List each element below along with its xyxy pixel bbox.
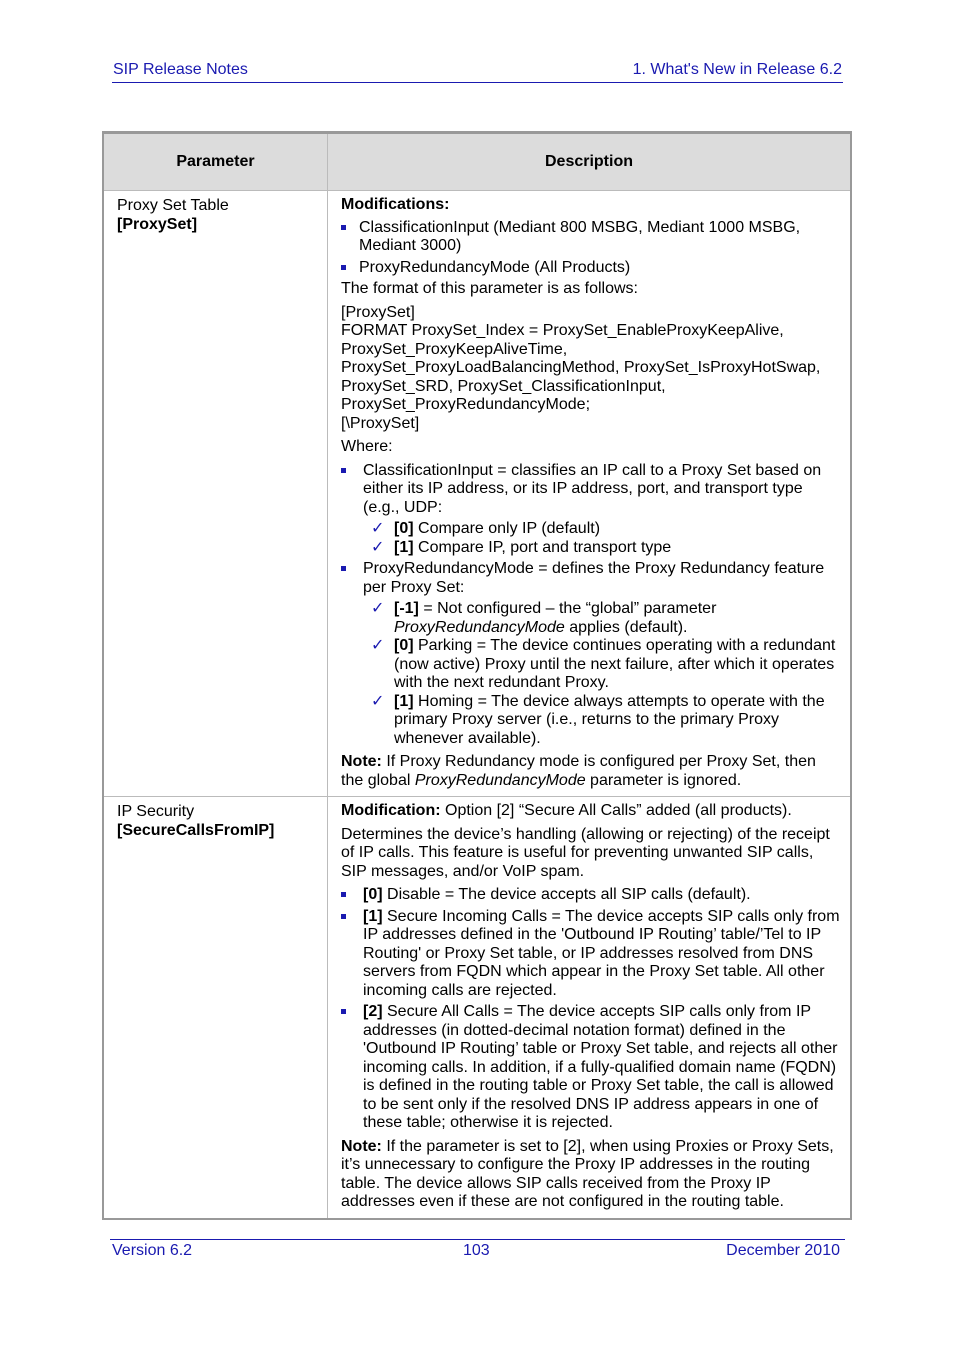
- note: Note: If the parameter is set to [2], when using Proxies or Proxy Sets, it’s unnecessary to configure the Proxy IP addresses in the routing table. The device allows SIP calls received from the Proxy IP addresses even if these are not configured in the routing table.: [341, 1137, 834, 1210]
- checklist: [371, 520, 842, 557]
- description-cell: [328, 797, 850, 1218]
- table-row-securecalls: [104, 796, 850, 1218]
- square-bullet-icon: [341, 1009, 346, 1014]
- parameters-table: [102, 131, 852, 1220]
- param-name: Proxy Set Table: [117, 197, 229, 214]
- checkmark-icon: ✓: [371, 538, 385, 556]
- note: Note: If Proxy Redundancy mode is configured per Proxy Set, then the global ProxyRedundancyMode parameter is ignored.: [341, 753, 816, 789]
- param-cell: [104, 797, 328, 1218]
- param-name: IP Security: [117, 803, 195, 820]
- list-item: ✓ [0] Parking = The device continues operating with a redundant (now active) Proxy until the next failure, after which it operates with the next redundant Proxy.: [371, 637, 836, 691]
- where-label: Where:: [341, 438, 393, 455]
- list-item: ClassificationInput (Mediant 800 MSBG, Mediant 1000 MSBG, Mediant 3000): [341, 219, 842, 256]
- checklist: [371, 600, 842, 748]
- list-item: [2] Secure All Calls = The device accepts SIP calls only from IP addresses (in dotted-decimal notation format) defined in the 'Outbound IP Routing’ table or Proxy Set table, and rejects all other incoming calls. In addition, if a fully-qualified domain name (FQDN) is defined in the routing table or Proxy Set table, the call is allowed to be sent only if the resolved DNS IP address appears in one of these table; otherwise it is rejected.: [341, 1003, 842, 1133]
- checkmark-icon: ✓: [371, 637, 385, 654]
- square-bullet-icon: [341, 892, 346, 897]
- description-cell: [328, 191, 850, 796]
- format-intro: The format of this parameter is as follows:: [341, 280, 638, 297]
- modification-line: Modification: Option [2] “Secure All Calls” added (all products).: [341, 802, 792, 819]
- format-code: [ProxySet] FORMAT ProxySet_Index = ProxySet_EnableProxyKeepAlive, ProxySet_ProxyKeepAliveTime, ProxySet_ProxyLoadBalancingMethod, ProxySet_IsProxyHotSwap, ProxySet_SRD, ProxySet_ClassificationInput, ProxySet_ProxyRedundancyMode; [\ProxySet]: [341, 303, 821, 432]
- param-key: [SecureCallsFromIP]: [117, 821, 275, 839]
- description-text: Determines the device’s handling (allowing or rejecting) of the receipt of IP calls. This feature is useful for preventing unwanted SIP calls, SIP messages, and/or VoIP spam.: [341, 825, 830, 880]
- col-header-description: Description: [544, 153, 633, 170]
- square-bullet-icon: [341, 468, 346, 473]
- list-item: ProxyRedundancyMode = defines the Proxy Redundancy feature per Proxy Set: ✓ [-1] = Not configured – the “global” parameter ProxyRedundancyMode applies (default). ✓ [0] Parking = The device continues operating with a redundant (now active) Proxy until the next failure, after which it operates with the next redundant Proxy. ✓ [1] Homing = The device always attempts to operate with the primary Proxy server (i.e., returns to the primary Proxy whenever available).: [341, 560, 842, 748]
- checkmark-icon: ✓: [371, 600, 385, 617]
- list-item: ClassificationInput = classifies an IP call to a Proxy Set based on either its IP address, or its IP address, port, and transport type (e.g., UDP: ✓ [0] Compare only IP (default) ✓ [1] Compare IP, port and transport type: [341, 462, 842, 558]
- col-header-parameter: Parameter: [104, 134, 328, 190]
- modifications-list: [341, 219, 842, 278]
- square-bullet-icon: [341, 265, 346, 270]
- list-item: [1] Secure Incoming Calls = The device accepts SIP calls only from IP addresses defined in the 'Outbound IP Routing’ table/’Tel to IP Routing' or Proxy Set table, or IP addresses resolved from DNS servers from FQDN which appear in the Proxy Set table. All other incoming calls are rejected.: [341, 908, 842, 1001]
- checkmark-icon: ✓: [371, 520, 385, 537]
- square-bullet-icon: [341, 225, 346, 230]
- page-number: 103: [463, 1242, 490, 1259]
- table-header-row: [104, 134, 850, 190]
- list-item: [0] Disable = The device accepts all SIP calls (default).: [341, 886, 842, 905]
- param-cell: [104, 191, 328, 796]
- page-footer: [110, 1239, 845, 1259]
- list-item: ✓ [0] Compare only IP (default): [371, 520, 601, 537]
- param-key: [ProxySet]: [117, 215, 198, 233]
- footer-date: December 2010: [726, 1242, 840, 1259]
- table-row-proxyset: [104, 190, 850, 796]
- where-list: [341, 462, 842, 749]
- header-chapter-title: 1. What's New in Release 6.2: [632, 61, 842, 78]
- list-item: ✓ [1] Homing = The device always attempts to operate with the primary Proxy server (i.e., returns to the primary Proxy whenever available).: [371, 692, 825, 747]
- header-doc-title: SIP Release Notes: [113, 61, 248, 78]
- list-item: ProxyRedundancyMode (All Products): [341, 259, 842, 278]
- modifications-label: Modifications:: [341, 196, 450, 213]
- square-bullet-icon: [341, 566, 346, 571]
- checkmark-icon: ✓: [371, 692, 385, 710]
- square-bullet-icon: [341, 914, 346, 919]
- page-header: [112, 60, 843, 83]
- list-item: ✓ [-1] = Not configured – the “global” parameter ProxyRedundancyMode applies (default).: [371, 600, 717, 636]
- options-list: [341, 886, 842, 1133]
- footer-version: Version 6.2: [112, 1242, 193, 1259]
- list-item: ✓ [1] Compare IP, port and transport type: [371, 538, 672, 556]
